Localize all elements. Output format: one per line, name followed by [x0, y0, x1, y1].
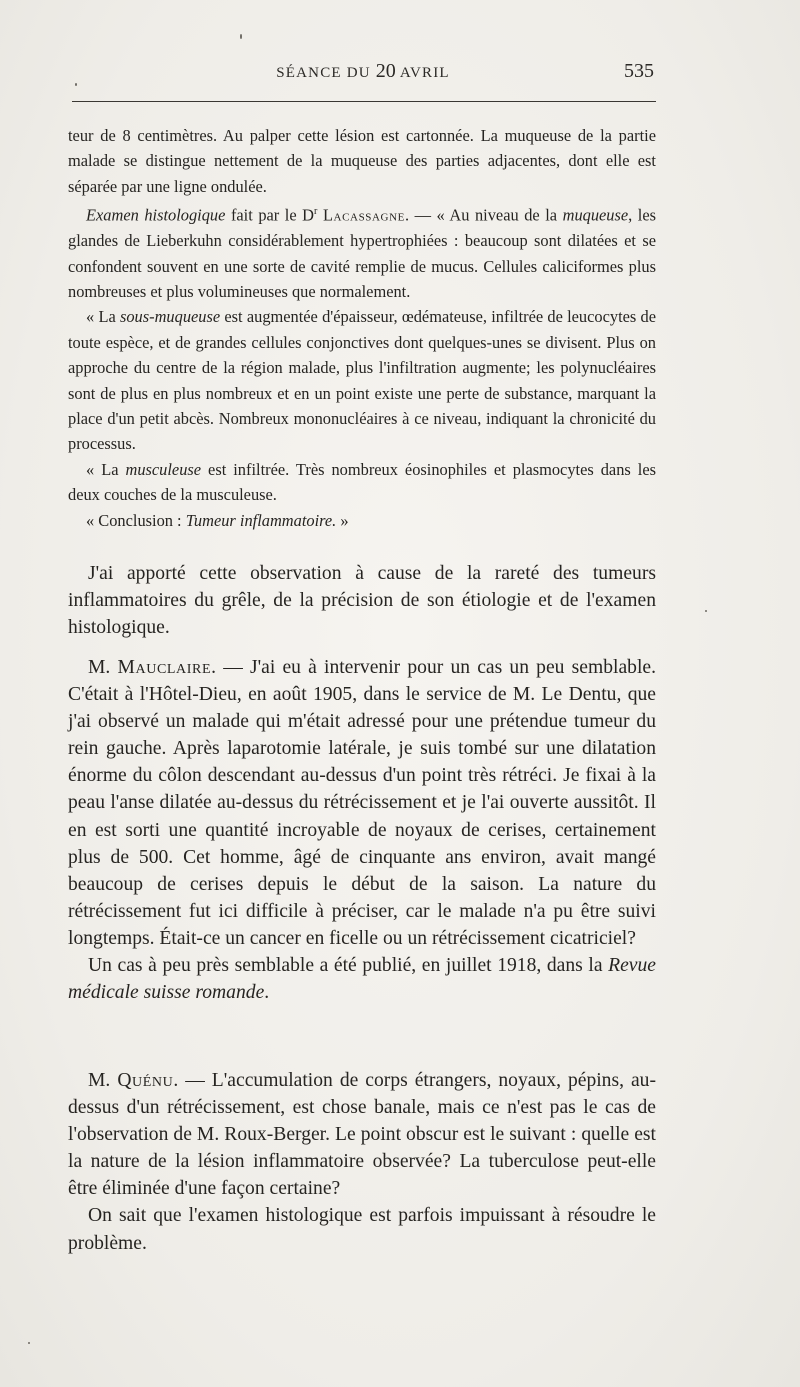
small-paragraph-1-text: teur de 8 centimètres. Au palper cette lésion est cartonnée. La muqueuse de la partie malade se distingue nettement de la muqueuse des parties adjacentes, dont elle est séparée par une ligne ondulée. — [68, 126, 656, 196]
revue-title: Revue médicale suisse romande — [68, 955, 656, 1004]
small-paragraph-2-text-b: . — « Au niveau de la — [404, 205, 563, 225]
small-paragraph-5-text-b: » — [336, 510, 349, 530]
mauclaire-paragraph-2-text-a: Un cas à peu près semblable a été publié, en juillet 1918, dans la — [88, 955, 609, 977]
musculeuse-term: musculeuse — [125, 459, 202, 479]
scan-speck — [240, 34, 242, 39]
quenu-paragraph-1 — [68, 1067, 656, 1202]
doctor-superscript: r — [314, 206, 318, 218]
small-paragraph-3 — [68, 304, 656, 456]
author-comment-paragraph: J'ai apporté cette observation à cause de la rareté des tumeurs inflammatoires du grêle, de la précision de son étiologie et de l'examen histologique. — [68, 563, 656, 639]
quenu-paragraph-1-text: . — L'accumulation de corps étrangers, noyaux, pépins, au-dessus d'un rétrécissement, est chose banale, mais ce n'est pas le cas de l'observation de M. Roux-Berger. Le point obscur est le suivant : quelle est la nature de la lésion inflammatoire observée? La tuberculose peut-elle être éliminée d'une façon certaine? — [68, 1070, 656, 1200]
sous-muqueuse-term: sous-muqueuse — [119, 307, 221, 327]
header-rule — [72, 101, 656, 102]
running-title-month: AVRIL — [399, 65, 450, 81]
conclusion-term: Tumeur inflammatoire. — [185, 510, 337, 530]
running-title-text: SÉANCE DU — [276, 65, 371, 81]
mauclaire-paragraph-2 — [68, 952, 656, 1006]
scan-speck — [705, 610, 707, 612]
small-paragraph-4-text-b: est infiltrée. Très nombreux éosinophiles et plasmocytes dans les deux couches de la musculeuse. — [68, 459, 656, 505]
mauclaire-paragraph-1-text: . — J'ai eu à intervenir pour un cas un peu semblable. C'était à l'Hôtel-Dieu, en août 1905, dans le service de M. Le Dentu, que j'ai observé un malade qui m'était adressé pour une prétendue tumeur du rein gauche. Après laparotomie latérale, je suis tombé sur une dilatation énorme du côlon descendant au-dessus d'un point très rétréci. Je fixai à la peau l'anse dilatée au-dessus du rétrécissement et je l'ai ouverte aussitôt. Il en est sorti une quantité incroyable de noyaux de cerises, certainement plus de 500. Cet homme, âgé de cinquante ans environ, avait mangé beaucoup de cerises depuis le début de la saison. La nature du rétrécissement fut ici difficile à préciser, car le malade n'a pu être suivi longtemps. Était-ce un cancer en ficelle ou un rétrécissement cicatriciel? — [68, 657, 656, 949]
quenu-intervention — [68, 1067, 656, 1257]
mauclaire-intervention — [68, 654, 656, 1006]
mauclaire-paragraph-1 — [68, 654, 656, 952]
quenu-paragraph-2: On sait que l'examen histologique est parfois impuissant à résoudre le problème. — [68, 1205, 656, 1254]
page-number: 535 — [624, 60, 654, 82]
speaker-quenu: Quénu — [117, 1070, 174, 1091]
scan-speck — [75, 83, 77, 86]
small-paragraph-3-text-b: est augmentée d'épaisseur, œdémateuse, infiltrée de leucocytes de toute espèce, et de grandes cellules conjonctives dont quelques-unes se divisent. Plus on approche du centre de la région malade, plus l'infiltration augmente; les polynucléaires sont de plus en plus nombreux et en un point existe une perte de substance, marquant la place d'un petit abcès. Nombreux mononucléaires à ce niveau, indiquant la chronicité du processus. — [68, 307, 656, 454]
small-paragraph-2-text-a: fait par le D — [225, 205, 315, 225]
speaker-mauclaire: Mauclaire — [117, 657, 212, 678]
small-paragraph-2-text-c: , les glandes de Lieberkuhn considérablement hypertrophiées : beaucoup sont dilatées et se confondent souvent en une sorte de cavité remplie de mucus. Cellules caliciformes plus nombreuses et plus volumineuses que normalement. — [68, 205, 657, 301]
running-title-day: 20 — [375, 60, 396, 82]
small-paragraph-3-text-a: « La — [86, 307, 120, 327]
observation-small-print — [68, 123, 656, 533]
page-header — [70, 60, 656, 90]
small-paragraph-4-text-a: « La — [86, 459, 126, 479]
muqueuse-term: muqueuse — [562, 205, 629, 225]
author-comment — [68, 560, 656, 641]
small-paragraph-4 — [68, 457, 656, 508]
speaker-prefix: M. — [88, 1070, 118, 1091]
lacassagne-name: Lacassagne — [322, 205, 405, 225]
speaker-prefix: M. — [88, 657, 118, 678]
small-paragraph-5-text-a: « Conclusion : — [86, 510, 186, 530]
histology-label: Examen histologique — [86, 205, 226, 225]
small-paragraph-5 — [68, 508, 656, 533]
small-paragraph-1 — [68, 123, 656, 199]
scan-speck — [28, 1342, 30, 1344]
mauclaire-paragraph-2-text-b: . — [264, 982, 270, 1004]
running-title — [70, 60, 656, 83]
small-paragraph-2 — [68, 199, 656, 304]
